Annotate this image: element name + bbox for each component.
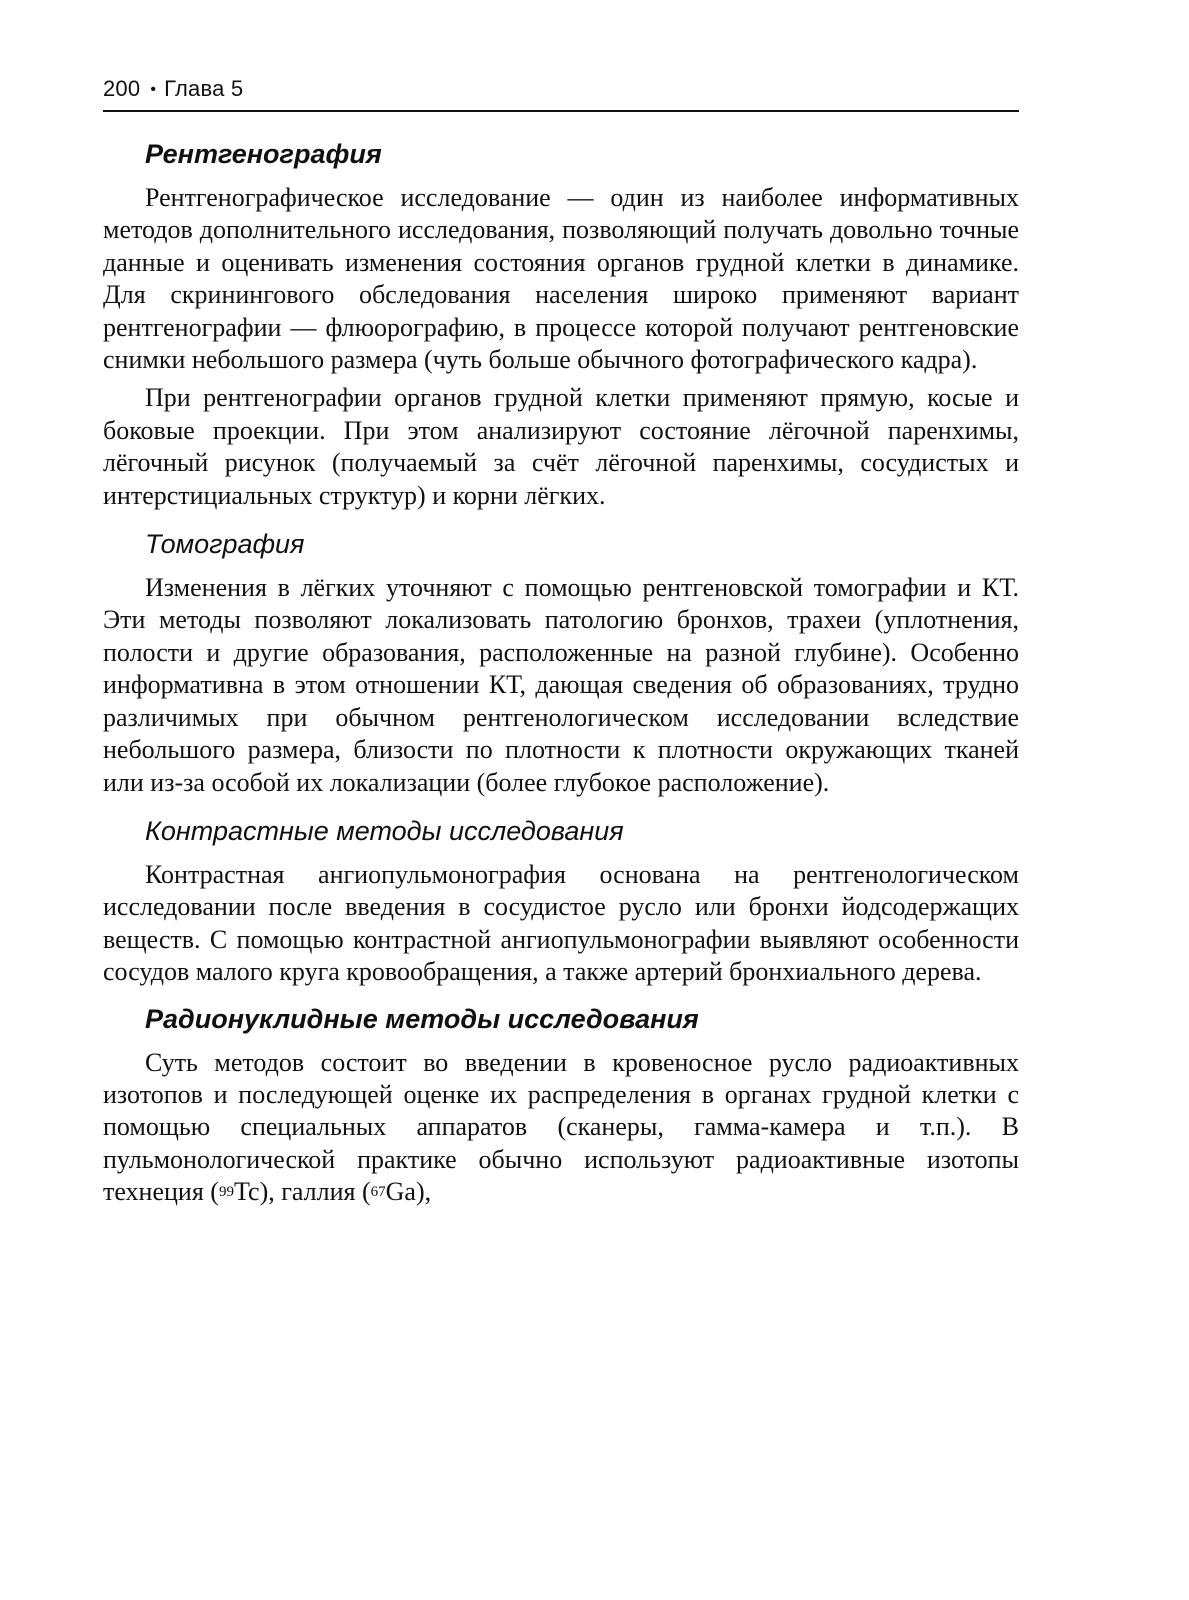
paragraph-radiography-2: При рентгенографии органов грудной клетки применяют прямую, косые и боковые проекции. При этом анализируют состояние лёгочной паренхимы, лёгочный рисунок (получаемый за счёт лёгочной паренхимы, сосудистых и интерстициальных структур) и корни лёгких. [103, 383, 1019, 510]
radionuclide-text-part-2: Tc), галлия ( [233, 1177, 371, 1207]
paragraph-radionuclide-methods [103, 1047, 1019, 1209]
page-number: 200 [103, 76, 141, 101]
paragraph-contrast-methods: Контрастная ангиопульмонография основана на рентгенологическом исследовании после введения в сосудистое русло или бронхи йодсодержащих веществ. С помощью контрастной ангиопульмонографии выявляют особенности сосудов малого круга кровообращения, а также артерий бронхиального дерева. [103, 859, 1019, 987]
section-heading-radionuclide-methods: Радионуклидные методы исследования [145, 1003, 699, 1034]
radionuclide-text-part-1: Суть методов состоит во введении в кровеносное русло радиоактивных изотопов и последующей оценке их распределения в органах грудной клетки с помощью специальных аппаратов (сканеры, гамма-камера и т.п.). В пульмонологической практике обычно используют радиоактивные изотопы технеция ( [103, 1047, 1019, 1207]
chapter-label: Глава 5 [164, 76, 244, 101]
section-heading-tomography: Томография [145, 529, 305, 560]
technetium-mass-number: 99 [218, 1184, 234, 1201]
paragraph-tomography: Изменения в лёгких уточняют с помощью рентгеновской томографии и КТ. Эти методы позволяют локализовать патологию бронхов, трахеи (уплотнения, полости и другие образования, расположенные на разной глубине). Особенно информативна в этом отношении КТ, дающая сведения об образованиях, трудно различимых при обычном рентгенологическом исследовании вследствие небольшого размера, близости по плотности к плотности окружающих тканей или из-за особой их локализации (более глубокое расположение). [103, 573, 1019, 797]
radionuclide-text-part-3: Ga), [385, 1177, 432, 1207]
running-head [103, 74, 1019, 112]
section-heading-contrast-methods: Контрастные методы исследования [145, 815, 624, 846]
paragraph-radiography-1: Рентгенографическое исследование — один из наиболее информативных методов дополнительного исследования, позволяющий получать довольно точные данные и оценивать изменения состояния органов грудной клетки в динамике. Для скринингового обследования населения широко применяют вариант рентгенографии — флюорографию, в процессе которой получают рентгеновские снимки небольшого размера (чуть больше обычного фотографического кадра). [103, 183, 1019, 375]
bullet-separator-icon: • [150, 81, 157, 98]
section-heading-radiography: Рентгенография [145, 139, 382, 169]
page-body [103, 132, 1019, 1209]
gallium-mass-number: 67 [370, 1184, 386, 1201]
